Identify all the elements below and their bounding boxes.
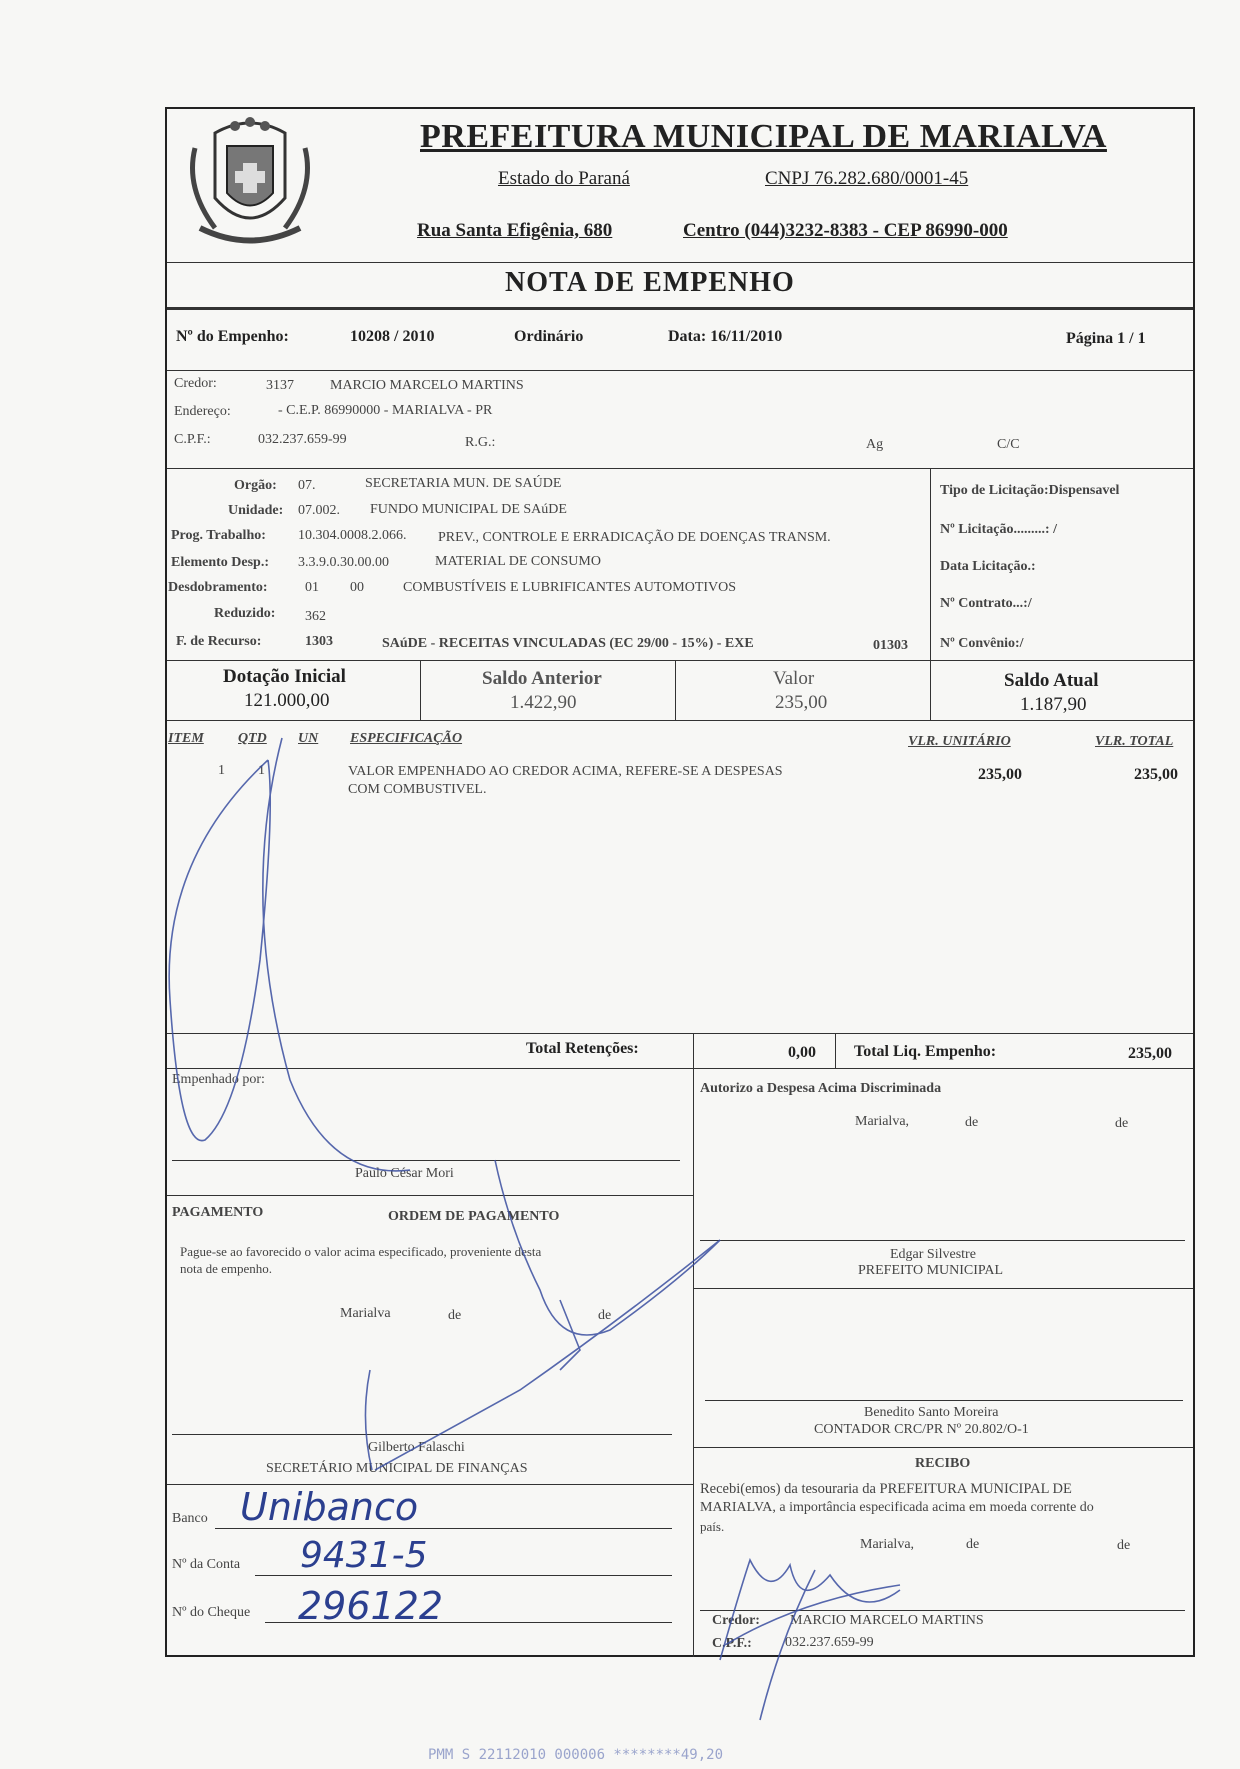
- rg-label: R.G.:: [465, 435, 496, 450]
- autorizo-de1: de: [965, 1115, 979, 1130]
- cheque-handwritten: 296122: [298, 1584, 444, 1628]
- reduzido-label: Reduzido:: [214, 606, 276, 621]
- empenhado-por-label: Empenhado por:: [172, 1072, 265, 1087]
- banco-label: Banco: [172, 1511, 208, 1526]
- recibo-cpf-label: C.P.F.:: [712, 1636, 752, 1651]
- licitacao-data: Data Licitação.:: [940, 559, 1036, 574]
- elemento-name: MATERIAL DE CONSUMO: [435, 554, 601, 569]
- total-retencoes-value: 0,00: [788, 1044, 816, 1061]
- convenio-numero: Nº Convênio:/: [940, 636, 1024, 651]
- recibo-de2: de: [1117, 1538, 1131, 1553]
- recurso-label: F. de Recurso:: [176, 634, 262, 649]
- empenhado-por-nome: Paulo César Mori: [355, 1166, 454, 1181]
- secretario-nome: Gilberto Falaschi: [368, 1440, 465, 1455]
- orgao-code: 07.: [298, 478, 316, 493]
- credor-label: Credor:: [174, 376, 217, 391]
- recurso-code: 1303: [305, 634, 333, 649]
- total-liquido-label: Total Liq. Empenho:: [854, 1043, 997, 1060]
- unidade-code: 07.002.: [298, 503, 340, 518]
- licitacao-numero: Nº Licitação.........: /: [940, 522, 1057, 537]
- recibo-credor-label: Credor:: [712, 1613, 760, 1628]
- prog-code: 10.304.0008.2.066.: [298, 528, 407, 543]
- empenho-number-label: Nº do Empenho:: [176, 328, 289, 345]
- saldo-anterior-value: 1.422,90: [510, 692, 577, 713]
- recibo-texto-line2: MARIALVA, a importância especificada acima em moeda corrente do: [700, 1500, 1094, 1515]
- conta-handwritten: 9431-5: [300, 1535, 428, 1576]
- col-un: UN: [298, 731, 319, 746]
- recibo-texto-line1: Recebi(emos) da tesouraria da PREFEITURA MUNICIPAL DE: [700, 1481, 1072, 1497]
- street-address: Rua Santa Efigênia, 680: [417, 220, 613, 241]
- contrato-numero: Nº Contrato...:/: [940, 596, 1032, 611]
- cc-label: C/C: [997, 437, 1020, 452]
- elemento-label: Elemento Desp.:: [171, 555, 269, 570]
- unidade-name: FUNDO MUNICIPAL DE SAúDE: [370, 502, 567, 517]
- recibo-credor-nome: MARCIO MARCELO MARTINS: [790, 1613, 984, 1628]
- state-label: Estado do Paraná: [498, 168, 630, 189]
- recibo-texto-line3: país.: [700, 1519, 725, 1534]
- col-especificacao: ESPECIFICAÇÃO: [350, 731, 463, 746]
- reduzido-value: 362: [305, 609, 326, 624]
- pagamento-de1: de: [448, 1308, 462, 1323]
- pagamento-de2: de: [598, 1308, 612, 1323]
- secretario-cargo: SECRETÁRIO MUNICIPAL DE FINANÇAS: [266, 1461, 528, 1476]
- item-total-value: 235,00: [1134, 766, 1178, 783]
- unidade-label: Unidade:: [228, 503, 284, 518]
- cpf-value: 032.237.659-99: [258, 432, 347, 447]
- empenho-date: Data: 16/11/2010: [668, 328, 783, 345]
- col-vlr-unitario: VLR. UNITÁRIO: [908, 734, 1011, 749]
- cnpj-label: CNPJ 76.282.680/0001-45: [765, 168, 969, 189]
- prog-name: PREV., CONTROLE E ERRADICAÇÃO DE DOENÇAS TRANSM.: [438, 530, 831, 545]
- prefeito-nome: Edgar Silvestre: [890, 1247, 976, 1262]
- item-unit-value: 235,00: [978, 766, 1022, 783]
- autorizo-marialva: Marialva,: [855, 1114, 910, 1129]
- recibo-marialva: Marialva,: [860, 1537, 915, 1552]
- empenho-number: 10208 / 2010: [350, 328, 435, 345]
- saldo-atual-value: 1.187,90: [1020, 694, 1087, 715]
- orgao-label: Orgão:: [234, 478, 277, 493]
- desdobramento-label: Desdobramento:: [168, 580, 268, 595]
- desdobramento-code2: 00: [350, 580, 364, 595]
- contador-cargo: CONTADOR CRC/PR Nº 20.802/O-1: [814, 1422, 1029, 1437]
- item-desc-line1: VALOR EMPENHADO AO CREDOR ACIMA, REFERE-SE A DESPESAS: [348, 764, 783, 779]
- endereco-value: - C.E.P. 86990000 - MARIALVA - PR: [278, 403, 493, 418]
- elemento-code: 3.3.9.0.30.00.00: [298, 555, 389, 570]
- col-vlr-total: VLR. TOTAL: [1095, 734, 1174, 749]
- valor-label: Valor: [773, 668, 815, 689]
- bank-stamp: PMM S 22112010 000006 ********49,20: [428, 1747, 724, 1763]
- empenho-type: Ordinário: [514, 328, 584, 345]
- ag-label: Ag: [866, 437, 884, 452]
- total-retencoes-label: Total Retenções:: [526, 1040, 639, 1057]
- desdobramento-code1: 01: [305, 580, 319, 595]
- credor-name: MARCIO MARCELO MARTINS: [330, 378, 524, 393]
- dotacao-label: Dotação Inicial: [223, 666, 346, 687]
- banco-handwritten: Unibanco: [240, 1485, 419, 1529]
- document-title: NOTA DE EMPENHO: [505, 267, 795, 298]
- saldo-atual-label: Saldo Atual: [1004, 670, 1099, 691]
- recurso-name: SAúDE - RECEITAS VINCULADAS (EC 29/00 - 15%) - EXE: [382, 636, 754, 651]
- autorizo-de2: de: [1115, 1116, 1129, 1131]
- item-qtd: 1: [258, 763, 265, 778]
- dotacao-value: 121.000,00: [244, 690, 330, 711]
- valor-value: 235,00: [775, 692, 828, 713]
- recurso-code2: 01303: [873, 638, 908, 653]
- pagamento-title: PAGAMENTO: [172, 1205, 264, 1220]
- col-qtd: QTD: [238, 731, 267, 746]
- cpf-label: C.P.F.:: [174, 432, 211, 447]
- orgao-name: SECRETARIA MUN. DE SAÚDE: [365, 476, 562, 491]
- item-number: 1: [218, 763, 225, 778]
- credor-code: 3137: [266, 378, 294, 393]
- saldo-anterior-label: Saldo Anterior: [482, 668, 602, 689]
- pagamento-marialva: Marialva: [340, 1306, 391, 1321]
- recibo-cpf-value: 032.237.659-99: [785, 1635, 874, 1650]
- recibo-title: RECIBO: [915, 1456, 971, 1471]
- item-desc-line2: COM COMBUSTIVEL.: [348, 782, 487, 797]
- total-liquido-value: 235,00: [1128, 1045, 1172, 1062]
- licitacao-tipo: Tipo de Licitação:Dispensavel: [940, 483, 1120, 498]
- recibo-de1: de: [966, 1537, 980, 1552]
- prefeito-cargo: PREFEITO MUNICIPAL: [858, 1263, 1004, 1278]
- ordem-pagamento-title: ORDEM DE PAGAMENTO: [388, 1209, 560, 1224]
- prog-label: Prog. Trabalho:: [171, 528, 266, 543]
- page-title: PREFEITURA MUNICIPAL DE MARIALVA: [420, 118, 1107, 155]
- cheque-label: Nº do Cheque: [172, 1605, 251, 1620]
- pagamento-texto-line2: nota de empenho.: [180, 1261, 273, 1276]
- page-number: Página 1 / 1: [1066, 330, 1146, 347]
- endereco-label: Endereço:: [174, 404, 231, 419]
- contact-info: Centro (044)3232-8383 - CEP 86990-000: [683, 220, 1008, 241]
- conta-label: Nº da Conta: [172, 1557, 241, 1572]
- desdobramento-name: COMBUSTÍVEIS E LUBRIFICANTES AUTOMOTIVOS: [403, 580, 737, 595]
- pagamento-texto-line1: Pague-se ao favorecido o valor acima especificado, proveniente desta: [180, 1244, 542, 1259]
- autorizo-label: Autorizo a Despesa Acima Discriminada: [700, 1081, 942, 1096]
- col-item: ITEM: [168, 731, 204, 746]
- contador-nome: Benedito Santo Moreira: [864, 1405, 999, 1420]
